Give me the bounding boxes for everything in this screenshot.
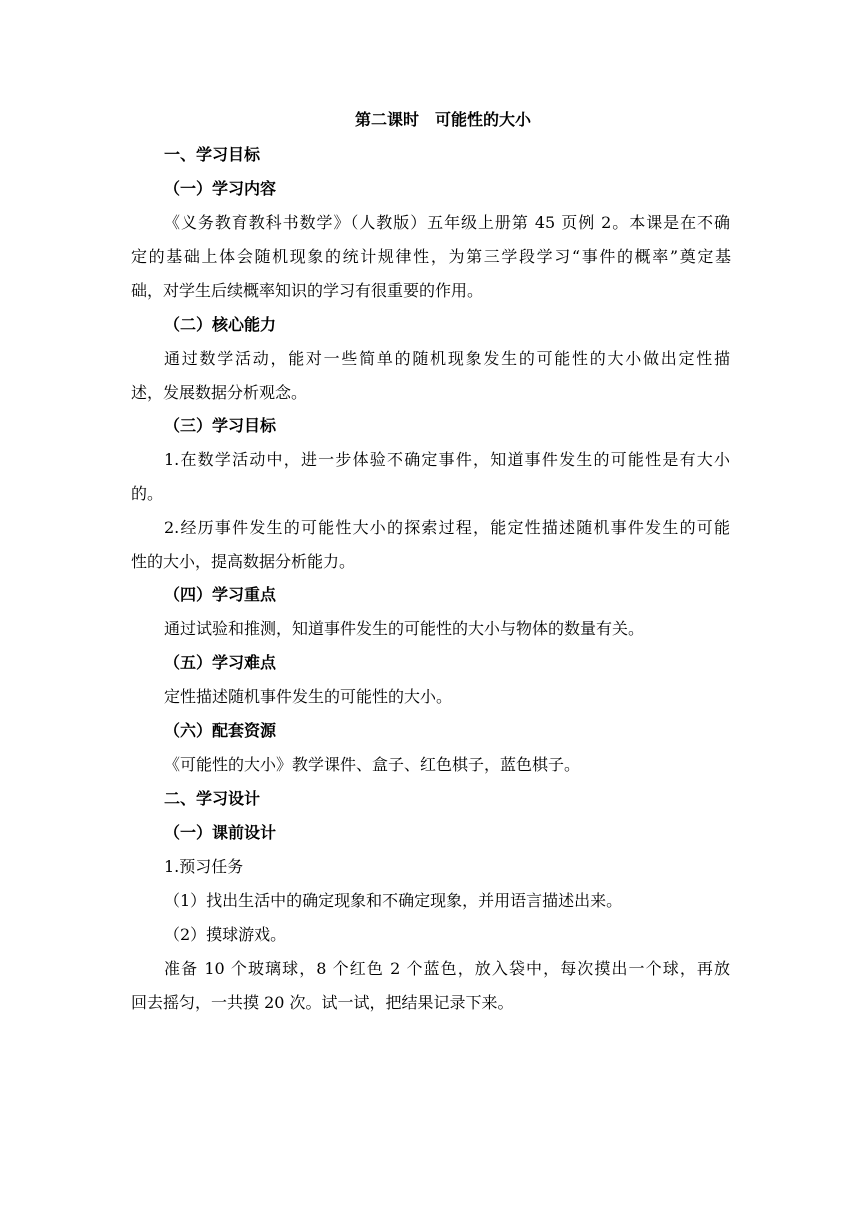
- section-heading-objectives: 一、学习目标: [164, 145, 261, 164]
- game-line-2: 回去摇匀，一共摸 20 次。试一试，把结果记录下来。: [131, 993, 514, 1012]
- subheading-core-ability: （二）核心能力: [164, 315, 277, 334]
- goal1-line-2: 的。: [131, 484, 164, 503]
- lesson-title: 第二课时 可能性的大小: [355, 110, 532, 129]
- resources-text: 《可能性的大小》教学课件、盒子、红色棋子，蓝色棋子。: [164, 755, 581, 774]
- preview-task-2: （2）摸球游戏。: [164, 925, 287, 944]
- subheading-pre-class: （一）课前设计: [164, 823, 277, 842]
- ability-line-2: 述，发展数据分析观念。: [131, 383, 308, 402]
- content-line-1: 《义务教育教科书数学》（人教版）五年级上册第 45 页例 2。本课是在不确: [164, 213, 730, 232]
- content-line-2: 定的基础上体会随机现象的统计规律性，为第三学段学习“事件的概率”奠定基: [131, 247, 731, 266]
- subheading-content: （一）学习内容: [164, 179, 277, 198]
- difficulties-text: 定性描述随机事件发生的可能性的大小。: [164, 687, 453, 706]
- goal2-line-1: 2.经历事件发生的可能性大小的探索过程，能定性描述随机事件发生的可能: [164, 518, 730, 537]
- content-line-3: 础，对学生后续概率知识的学习有很重要的作用。: [131, 281, 484, 300]
- goal2-line-2: 性的大小，提高数据分析能力。: [131, 552, 356, 571]
- subheading-key-points: （四）学习重点: [164, 585, 277, 604]
- preview-task-1: （1）找出生活中的确定现象和不确定现象，并用语言描述出来。: [164, 891, 623, 910]
- key-points-text: 通过试验和推测，知道事件发生的可能性的大小与物体的数量有关。: [164, 619, 645, 638]
- preview-task-title: 1.预习任务: [164, 857, 244, 876]
- subheading-goals: （三）学习目标: [164, 416, 277, 435]
- ability-line-1: 通过数学活动，能对一些简单的随机现象发生的可能性的大小做出定性描: [164, 349, 730, 368]
- subheading-difficulties: （五）学习难点: [164, 653, 277, 672]
- section-heading-design: 二、学习设计: [164, 789, 261, 808]
- game-line-1: 准备 10 个玻璃球，8 个红色 2 个蓝色，放入袋中，每次摸出一个球，再放: [164, 959, 730, 978]
- subheading-resources: （六）配套资源: [164, 721, 277, 740]
- goal1-line-1: 1.在数学活动中，进一步体验不确定事件，知道事件发生的可能性是有大小: [164, 450, 730, 469]
